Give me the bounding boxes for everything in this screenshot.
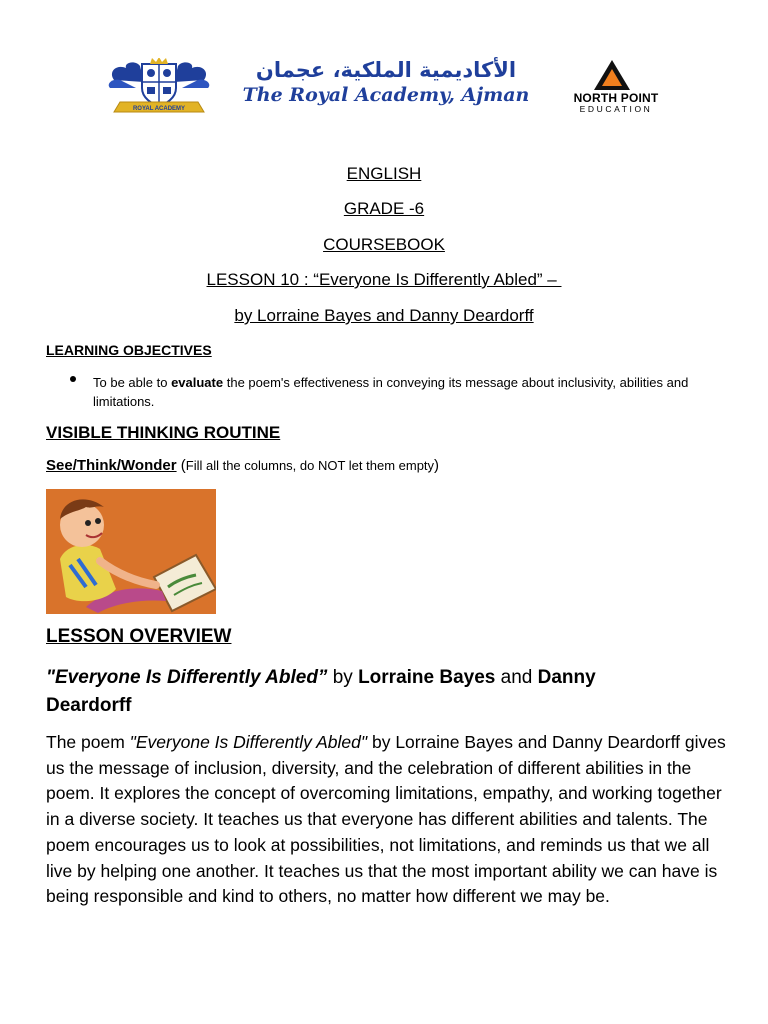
- coursebook-title: COURSEBOOK: [323, 235, 445, 254]
- poem-title: "Everyone Is Differently Abled”: [46, 667, 328, 688]
- note-close: ): [434, 457, 440, 474]
- royal-academy-crest-icon: [106, 58, 212, 116]
- school-name-arabic: الأكاديمية الملكية، عجمان: [255, 58, 517, 82]
- see-think-wonder-label: See/Think/Wonder: [46, 457, 177, 474]
- school-name-block: [234, 56, 538, 112]
- page-header: [106, 56, 668, 118]
- north-point-logo: [564, 60, 668, 116]
- poem-by: by: [327, 667, 359, 688]
- para-rest: by Lorraine Bayes and Danny Deardorff gives us the message of inclusion, diversity, and the celebration of different abilities in the poem. It explores the concept of overcoming limitations, empathy, and working together in a diverse society. It teaches us that everyone has different abilities and talents. The poem encourages us to look at possibilities, not limitations, and reminds us that we all live by helping one another. It teaches us that the most important ability we can have is being responsible and kind to others, no matter how different we may be.: [46, 732, 726, 907]
- bullet-icon: [70, 376, 78, 384]
- see-think-wonder-line: [46, 457, 439, 474]
- objective-prefix: To be able to: [93, 375, 172, 390]
- poem-author-1: Lorraine Bayes: [358, 667, 496, 688]
- poem-heading: [46, 664, 686, 720]
- para-title: "Everyone Is Differently Abled": [129, 732, 368, 752]
- north-point-title: NORTH POINT: [573, 91, 659, 105]
- objective-item: [93, 373, 733, 411]
- para-start: The poem: [46, 732, 130, 752]
- poem-author-2: Danny Deardorff: [46, 667, 596, 716]
- boy-drawing-illustration: [46, 489, 216, 614]
- overview-paragraph: [46, 730, 730, 910]
- note-open: (: [176, 457, 186, 474]
- objective-keyword: evaluate: [171, 375, 224, 390]
- grade-title: GRADE -6: [343, 199, 425, 218]
- north-point-triangle-icon: [594, 60, 630, 90]
- school-name-english: The Royal Academy, Ajman: [242, 84, 530, 106]
- lesson-title: LESSON 10 : “Everyone Is Differently Abled” –: [206, 270, 562, 289]
- lesson-authors: by Lorraine Bayes and Danny Deardorff: [234, 306, 534, 325]
- north-point-subtitle: EDUCATION: [579, 104, 653, 114]
- see-think-wonder-note: Fill all the columns, do NOT let them empty: [185, 458, 435, 473]
- visible-thinking-heading: VISIBLE THINKING ROUTINE: [46, 423, 281, 442]
- subject-title: ENGLISH: [346, 164, 422, 183]
- crest-ribbon-text: ROYAL ACADEMY: [132, 106, 186, 112]
- objective-rest: the poem's effectiveness in conveying its message about inclusivity, abilities and limitations.: [93, 375, 689, 409]
- lesson-overview-heading: LESSON OVERVIEW: [46, 626, 232, 647]
- poem-and: and: [495, 667, 538, 688]
- learning-objectives-heading: LEARNING OBJECTIVES: [46, 342, 212, 358]
